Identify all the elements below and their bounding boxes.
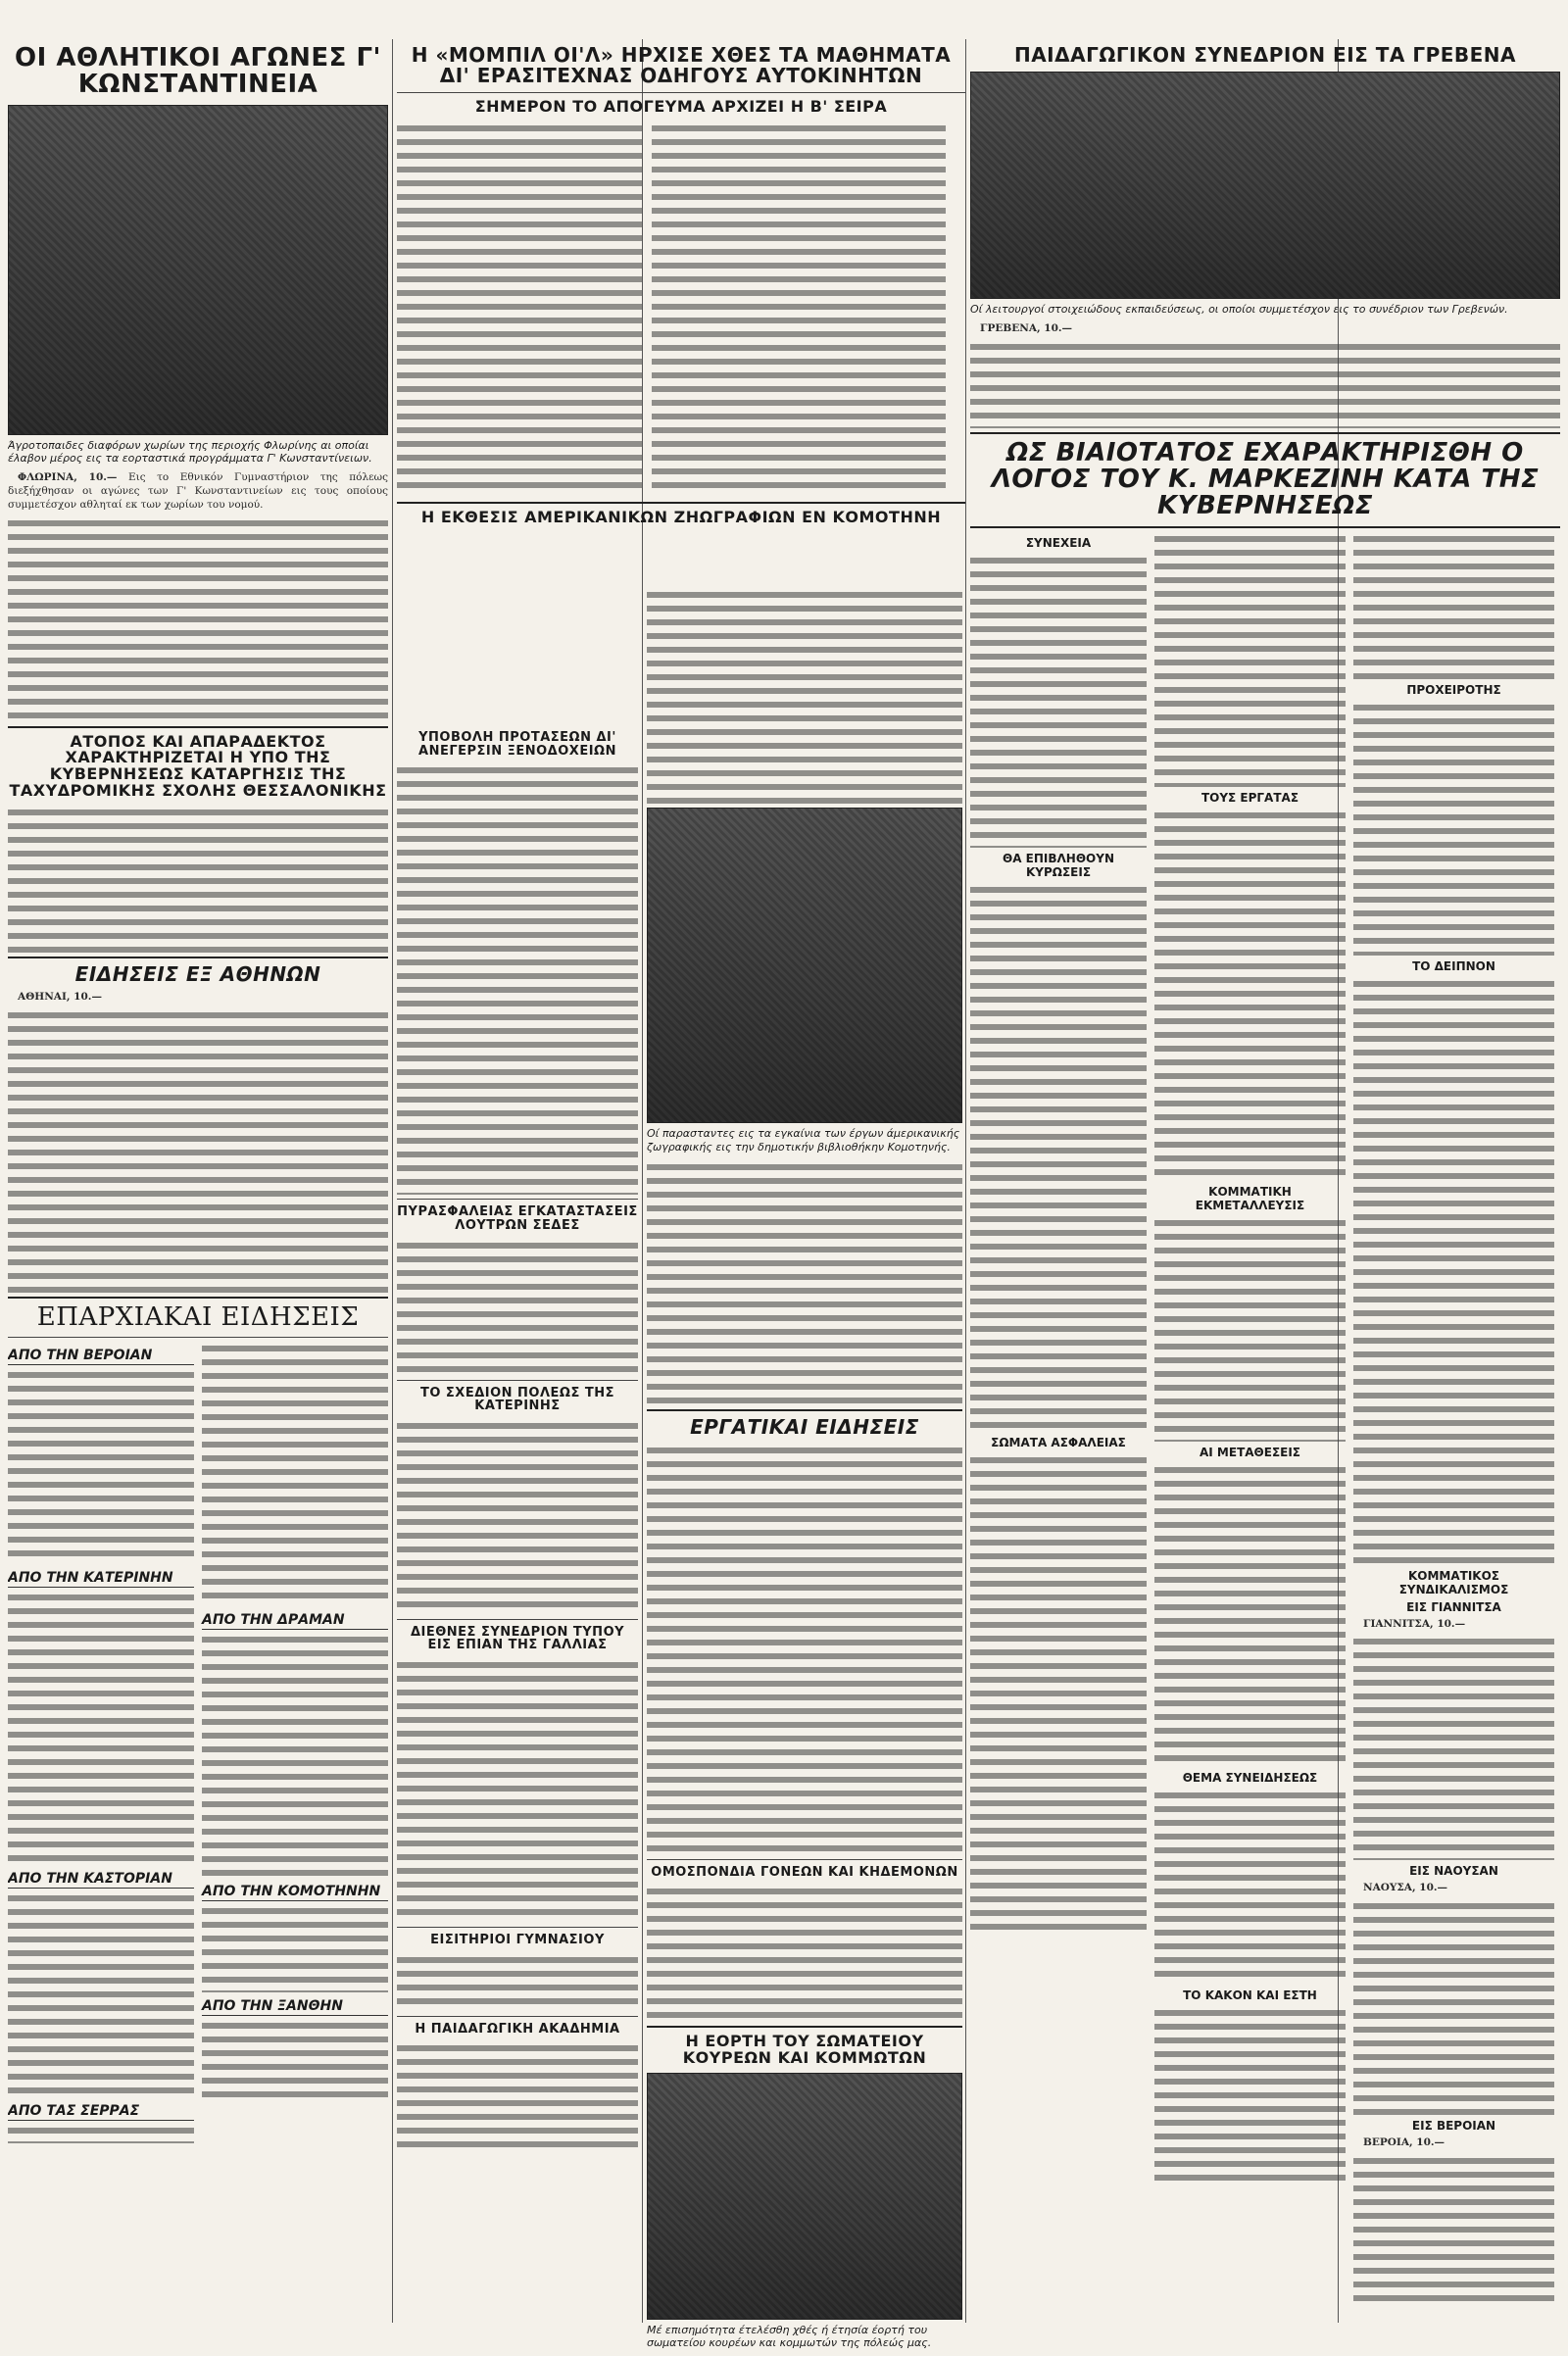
section-security: ΣΩΜΑΤΑ ΑΣΦΑΛΕΙΑΣ [991,1435,1126,1449]
headline-press-congress: ΔΙΕΘΝΕΣ ΣΥΝΕΔΡΙΟΝ ΤΥΠΟΥ ΕΙΣ ΕΠΙΑΝ ΤΗΣ ΓΑΛΛΙΑΣ [410,1624,625,1653]
article-body [397,763,638,1195]
headline-gymnasium: ΕΙΣΙΤΗΡΙΟΙ ΓΥΜΝΑΣΙΟΥ [430,1933,605,1948]
section-veroia: ΑΠΟ ΤΗΝ ΒΕΡΟΙΑΝ [8,1348,194,1365]
headline-pedagogical-congress: ΠΑΙΔΑΓΩΓΙΚΟΝ ΣΥΝΕΔΡΙΟΝ ΕΙΣ ΤΑ ΓΡΕΒΕΝΑ [1013,43,1517,67]
headline-parents-federation: ΟΜΟΣΠΟΝΔΙΑ ΓΟΝΕΩΝ ΚΑΙ ΚΗΔΕΜΟΝΩΝ [651,1864,958,1880]
separator [397,1380,638,1381]
article-body [8,2124,194,2143]
article-body [1353,1635,1554,1860]
photo-caption: Άγροτοπαιδες διαφόρων χωρίων της περιοχής Φλωρίνης αι οποίαι έλαβον μέρος εις τα εορταστικά προγράμματα Γ' Κωνσταντίνειων. [8,438,372,466]
photo-athletes [8,105,388,435]
dateline-naousa: ΝΑΟΥΣΑ, 10.— [1363,1882,1448,1894]
article-body [202,1633,388,1878]
section-bad: ΤΟ ΚΑΚΟΝ ΚΑΙ ΕΣΤΗ [1183,1988,1317,2002]
headline-mobil-oil: Η «ΜΟΜΠΙΛ ΟΙ'Λ» ΗΡΧΙΣΕ ΧΘΕΣ ΤΑ ΜΑΘΗΜΑΤΑ ΔΙ' ΕΡΑΣΙΤΕΧΝΑΣ ΟΔΗΓΟΥΣ ΑΥΤΟΚΙΝΗΤΩΝ [411,43,952,87]
section-transfers: ΑΙ ΜΕΤΑΘΕΣΕΙΣ [1200,1445,1300,1459]
provincial-news-block [8,1342,388,2147]
article-lead: ΦΛΩΡΙΝΑ, 10.— Εις το Εθνικόν Γυμναστήριον της πόλεως διεξήχθησαν οι αγώνες των Γ' Κωνσταντινείων εις τους οποίους συμμετέσχον αθληταί εκ των χωρίων του νομού. [8,471,388,511]
section-katerini: ΑΠΟ ΤΗΝ ΚΑΤΕΡΙΝΗΝ [8,1570,194,1588]
headline-provincial-news: ΕΠΑΡΧΙΑΚΑΙ ΕΙΔΗΣΕΙΣ [36,1301,360,1332]
left-column [8,39,388,2147]
headline-markezinis-speech: ΩΣ ΒΙΑΙΟΤΑΤΟΣ ΕΧΑΡΑΚΤΗΡΙΣΘΗ Ο ΛΟΓΟΣ ΤΟΥ Κ. ΜΑΡΚΕΖΙΝΗ ΚΑΤΑ ΤΗΣ ΚΥΒΕΡΝΗΣΕΩΣ [991,437,1540,521]
provincial-left [8,1342,194,2147]
article-body [647,588,962,804]
section-drama: ΑΠΟ ΤΗΝ ΔΡΑΜΑΝ [202,1612,388,1630]
article-body [647,1885,962,2022]
photo-teachers [970,72,1560,299]
article-body [970,554,1147,848]
section-syndicalism: ΚΟΜΜΑΤΙΚΟΣ ΣΥΝΔΙΚΑΛΙΣΜΟΣ [1398,1568,1509,1596]
separator [970,432,1560,434]
article-body [1154,1789,1346,1985]
article-lead: ΓΡΕΒΕΝΑ, 10.— [980,321,1073,334]
headline-fire-safety: ΠΥΡΑΣΦΑΛΕΙΑΣ ΕΓΚΑΤΑΣΤΑΣΕΙΣ ΛΟΥΤΡΩΝ ΣΕΔΕΣ [397,1204,638,1233]
article-body [202,2019,388,2097]
headline-hotels: ΥΠΟΒΟΛΗ ΠΡΟΤΑΣΕΩΝ ΔΙ' ΑΝΕΓΕΡΣΙΝ ΞΕΝΟΔΟΧΕΙΩΝ [418,730,616,759]
side-column-1 [397,725,638,2153]
separator [647,1409,962,1411]
headline-athens-news: ΕΙΔΗΣΕΙΣ ΕΞ ΑΘΗΝΩΝ [74,961,321,986]
article-body [652,122,946,494]
article-body [970,1453,1147,1934]
separator [397,502,965,504]
photo-exhibition [647,808,962,1123]
article-body [970,883,1147,1432]
dateline: ΦΛΩΡΙΝΑ, 10.— [18,471,118,484]
photo-barbers [647,2073,962,2320]
right-column [970,39,1560,2305]
article-body [1154,532,1346,787]
separator [970,526,1560,528]
article-body [8,1891,194,2097]
headline-postal-school: ΑΤΟΠΟΣ ΚΑΙ ΑΠΑΡΑΔΕΚΤΟΣ ΧΑΡΑΚΤΗΡΙΖΕΤΑΙ Η ΥΠΟ ΤΗΣ ΚΥΒΕΡΝΗΣΕΩΣ ΚΑΤΑΡΓΗΣΙΣ ΤΗΣ ΤΑΧΥΔΡΟΜΙΚΗΣ ΣΧΟΛΗΣ ΘΕΣΣΑΛΟΝΙΚΗΣ [9,731,387,801]
headline-american-paintings: Η ΕΚΘΕΣΙΣ ΑΜΕΡΙΚΑΝΙΚΩΝ ΖΗΩΓΡΑΦΙΩΝ ΕΝ ΚΟΜΟΤΗΝΗ [420,507,942,526]
separator [397,92,965,93]
separator [647,1859,962,1860]
section-giannitsa: ΕΙΣ ΓΙΑΝΝΙΤΣΑ [1406,1599,1501,1614]
section-naousa: ΕΙΣ ΝΑΟΥΣΑΝ [1409,1864,1498,1879]
article-body [1353,1899,1554,2115]
photo-caption: Μέ επισημότητα έτελέσθη χθές ή έτησία έορτή του σωματείου κουρέων και κομμωτών της πόλεώς μας. [647,2323,932,2350]
article-body [1154,1216,1346,1442]
section-veroia-right: ΕΙΣ ΒΕΡΟΙΑΝ [1411,2119,1496,2134]
article-body [397,122,642,494]
middle-column [647,588,962,2356]
section-conscience: ΘΕΜΑ ΣΥΝΕΙΔΗΣΕΩΣ [1182,1770,1318,1785]
separator [397,1619,638,1620]
article-body [970,340,1560,428]
article-body [1353,532,1554,679]
markezinis-col-a [970,532,1147,2306]
article-body [202,1342,388,1606]
article-body [1353,977,1554,1565]
article-body [8,1008,388,1293]
separator [8,957,388,958]
section-komotini: ΑΠΟ ΤΗΝ ΚΟΜΟΤΗΝΗΝ [202,1884,388,1901]
separator [8,1297,388,1299]
provincial-right [202,1342,388,2147]
headline-pedagogical-academy: Η ΠΑΙΔΑΓΩΓΙΚΗ ΑΚΑΔΗΜΙΑ [415,2021,620,2037]
section-sanctions: ΘΑ ΕΠΙΒΛΗΘΟΥΝ ΚΥΡΩΣΕΙΣ [1003,851,1114,879]
separator [397,1199,638,1200]
section-xanthi: ΑΠΟ ΤΗΝ ΞΑΝΘΗΝ [202,1998,388,2016]
section-provisional: ΠΡΟΧΕΙΡΟΤΗΣ [1406,682,1501,697]
article-body [202,1904,388,1992]
photo-caption: Οί παρασταντες εις τα εγκαίνια των έργων άμερικανικής ζωγραφικής εις την δημοτικήν βιβλιοθήκην Κομοτηνής. [647,1127,960,1153]
dateline-giannitsa: ΓΙΑΝΝΙΤΣΑ, 10.— [1363,1617,1466,1630]
article-body [1154,2006,1346,2183]
article-body [397,1239,638,1376]
photo-caption: Οί λειτουργοί στοιχειώδους εκπαιδεύσεως, οι οποίοι συμμετέσχον εις το συνέδριον των Γρεβενών. [970,303,1508,316]
section-kastoria: ΑΠΟ ΤΗΝ ΚΑΣΤΟΡΙΑΝ [8,1871,194,1889]
headline-labor-news: ΕΡΓΑΤΙΚΑΙ ΕΙΔΗΣΕΙΣ [690,1414,919,1439]
article-body [8,1591,194,1865]
article-body [397,1953,638,2012]
article-body [8,806,388,953]
column-divider [392,39,393,2323]
separator [647,2026,962,2028]
article-body [1154,809,1346,1181]
section-party-exploitation: ΚΟΜΜΑΤΙΚΗ ΕΚΜΕΤΑΛΛΕΥΣΙΣ [1195,1184,1305,1212]
article-body [8,1368,194,1564]
mobil-oil-text [397,122,965,498]
headline-athletic-games: ΟΙ ΑΘΛΗΤΙΚΟΙ ΑΓΩΝΕΣ Γ' ΚΩΝΣΤΑΝΤΙΝΕΙΑ [15,43,381,100]
section-dinner: ΤΟ ΔΕΙΠΝΟΝ [1412,958,1495,973]
section-workers: ΤΟΥΣ ΕΡΓΑΤΑΣ [1200,790,1299,805]
headline-barbers-feast: Η ΕΟΡΤΗ ΤΟΥ ΣΩΜΑΤΕΙΟΥ ΚΟΥΡΕΩΝ ΚΑΙ ΚΟΜΜΩΤΩΝ [682,2032,927,2067]
article-body [1353,701,1554,956]
markezinis-col-b [1154,532,1346,2306]
section-continuation: ΣΥΝΕΧΕΙΑ [1025,535,1092,550]
column-divider [965,39,966,2323]
article-body [647,1444,962,1855]
article-body [8,516,388,722]
dateline-veroia: ΒΕΡΟΙΑ, 10.— [1363,2136,1446,2149]
athens-lead: ΑΘΗΝΑΙ, 10.— [18,990,102,1003]
markezinis-col-c [1353,532,1554,2306]
separator [8,726,388,728]
article-body [1353,2154,1554,2301]
separator [397,1927,638,1928]
markezinis-article [970,532,1560,2306]
article-body [397,1658,638,1923]
separator [8,1337,388,1338]
separator [397,2016,638,2017]
headline-city-plan: ΤΟ ΣΧΕΔΙΟΝ ΠΟΛΕΩΣ ΤΗΣ ΚΑΤΕΡΙΝΗΣ [419,1385,615,1414]
article-body [1154,1463,1346,1767]
article-body [397,2041,638,2149]
subhead-mobil-oil: ΣΗΜΕΡΟΝ ΤΟ ΑΠΟΓΕΥΜΑ ΑΡΧΙΖΕΙ Η Β' ΣΕΙΡΑ [474,97,888,116]
article-body [397,1419,638,1615]
section-serres: ΑΠΟ ΤΑΣ ΣΕΡΡΑΣ [8,2103,194,2121]
article-body [647,1160,962,1405]
